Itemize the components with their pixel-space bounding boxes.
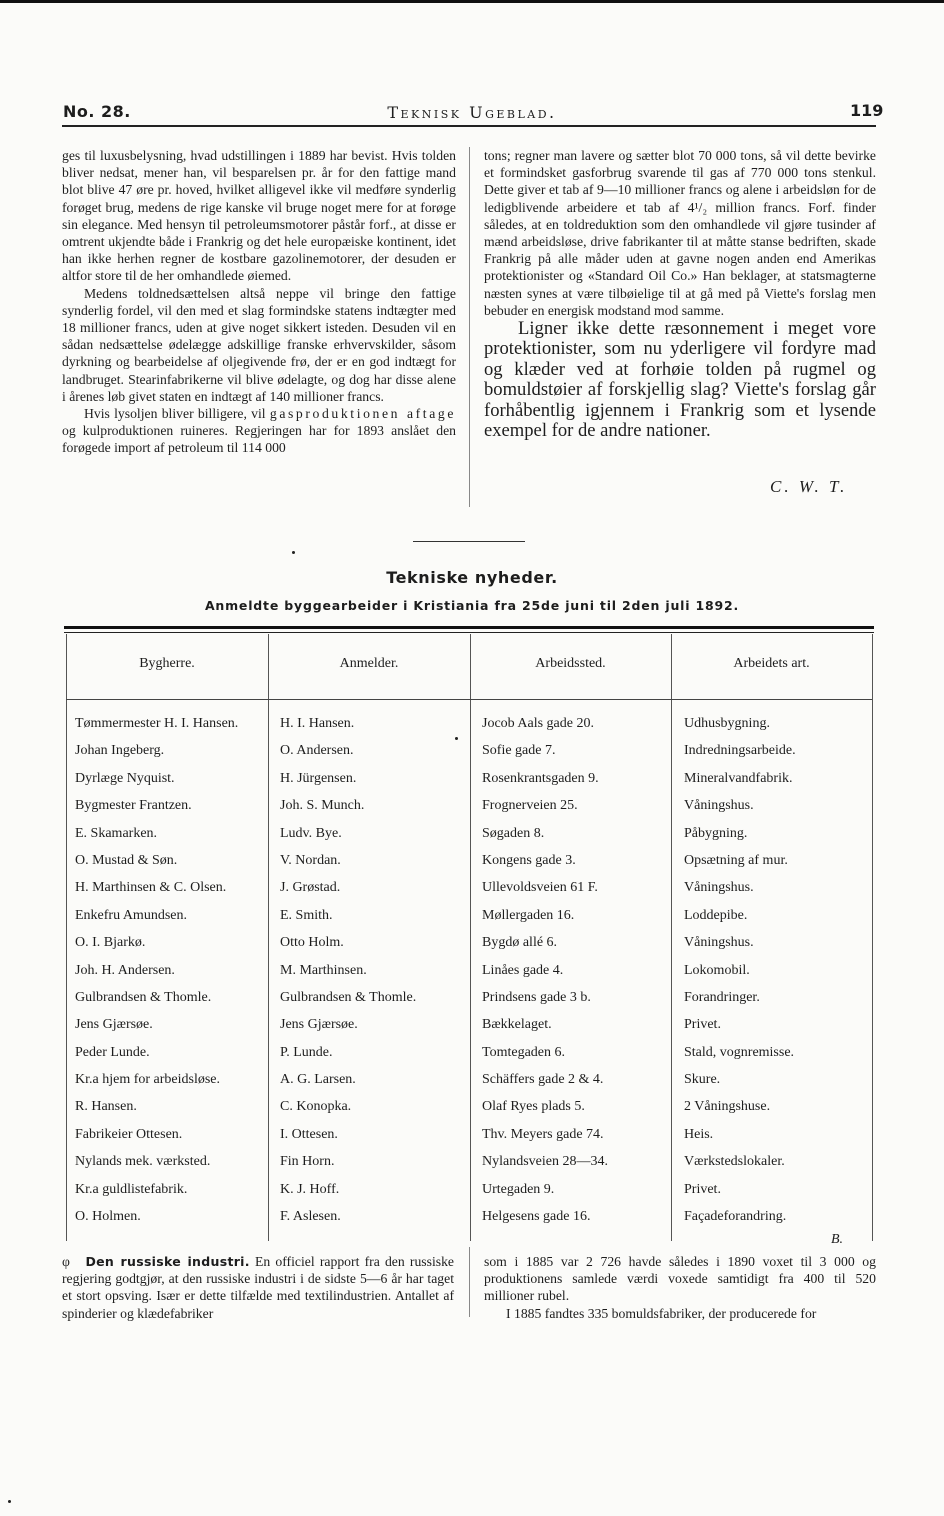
cell-anmelder: Ludv. Bye.: [280, 825, 342, 841]
russian-left-column: [62, 1253, 454, 1322]
table-row: [0, 1045, 944, 1072]
table-row: [0, 963, 944, 990]
table-row: [0, 853, 944, 880]
table-row: [0, 935, 944, 962]
cell-arbeidets-art: Værkstedslokaler.: [684, 1154, 785, 1170]
column-header-arbeidets-art: Arbeidets art.: [733, 656, 810, 671]
table-row: [0, 880, 944, 907]
cell-bygherre: Bygmester Frantzen.: [75, 798, 192, 814]
cell-arbeidets-art: Forandringer.: [684, 989, 760, 1005]
cell-bygherre: O. I. Bjarkø.: [75, 935, 146, 951]
article-heading: Den russiske industri.: [85, 1254, 250, 1269]
cell-arbeidssted: Jocob Aals gade 20.: [482, 716, 594, 731]
cell-arbeidssted: Bygdø allé 6.: [482, 935, 558, 951]
cell-arbeidets-art: Opsætning af mur.: [684, 852, 788, 868]
table-top-rule-thin: [64, 632, 874, 633]
table-row: [0, 1182, 944, 1209]
cell-anmelder: F. Aslesen.: [280, 1209, 341, 1225]
cell-arbeidets-art: Våningshus.: [684, 880, 754, 896]
article-paragraph: Medens toldnedsættelsen altså neppe vil bringe den fattige synderlig fordel, vil den med et slag formindske statens indtægter med 18 millioner francs, uden at give noget sikkert isteden. Desuden vil en sådan nedsættelse ødelægge adskillige franske erhvervskilder, såsom dyrkning og bearbeidelse af oljegivende frø, der er en god indtægt for landbruget. Stearinfabrikerne vil blive ødelagte, og dog har disse alene i årenes løb givet staten en indtægt af 140 millioner francs.: [62, 285, 456, 404]
table-row: [0, 826, 944, 853]
column-separator: [469, 147, 470, 507]
cell-arbeidets-art: Våningshus.: [684, 798, 754, 814]
article-paragraph: tons; regner man lavere og sætter blot 70 000 tons, så vil dette bevirke et formindsket gasforbrug svarende til gas af 770 000 tons stenkul. Dette giver et tab af 9—10 millioner francs og alene i arbeidsløn for de ledigblivende arbeidere et tab af 4¹/₂ million francs. Forf. finder således, at en toldreduktion som den omhandlede vil gjøre tusinder af mænd arbeidsløse, drive fabrikanter til at måtte stanse bedriften, skade Frankrig på alle måder uden at gavne nogen anden end Amerikas protektionister og «Standard Oil Co.» Han beklager, at statsmagterne næsten synes at være tilbøielige til at gå med på Viette's forslag men bebuder en energisk modstand mod samme.: [484, 148, 876, 318]
cell-bygherre: H. Marthinsen & C. Olsen.: [75, 880, 227, 896]
issue-number: No. 28.: [63, 102, 131, 121]
cell-arbeidssted: Tomtegaden 6.: [482, 1044, 565, 1060]
print-speck: [292, 551, 295, 554]
header-rule: [62, 125, 876, 127]
cell-bygherre: Fabrikeier Ottesen.: [75, 1126, 183, 1142]
cell-arbeidets-art: Heis.: [684, 1126, 714, 1142]
cell-anmelder: Otto Holm.: [280, 935, 344, 951]
cell-anmelder: A. G. Larsen.: [280, 1072, 356, 1088]
cell-bygherre: Nylands mek. værksted.: [75, 1154, 211, 1170]
table-row: [0, 990, 944, 1017]
page-number: 119: [850, 101, 884, 120]
cell-anmelder: H. Jürgensen.: [280, 770, 357, 786]
cell-bygherre: Kr.a hjem for arbeidsløse.: [75, 1072, 221, 1088]
cell-anmelder: M. Marthinsen.: [280, 962, 367, 978]
article-paragraph: [62, 1253, 454, 1322]
cell-anmelder: K. J. Hoff.: [280, 1181, 340, 1197]
cell-arbeidets-art: Påbygning.: [684, 825, 748, 841]
cell-arbeidets-art: Stald, vognremisse.: [684, 1044, 795, 1060]
top-edge-border: [0, 0, 944, 3]
table-row: [0, 1209, 944, 1236]
spaced-emphasis: gasproduktionen aftage: [269, 406, 456, 422]
cell-arbeidssted: Schäffers gade 2 & 4.: [482, 1072, 604, 1088]
cell-arbeidssted: Olaf Ryes plads 5.: [482, 1099, 585, 1115]
column-header-bygherre: Bygherre.: [139, 656, 195, 671]
cell-arbeidssted: Sofie gade 7.: [482, 743, 556, 759]
article-paragraph: I 1885 fandtes 335 bomuldsfabriker, der producerede for: [506, 1305, 817, 1321]
cell-arbeidssted: Søgaden 8.: [482, 825, 545, 841]
cell-arbeidssted: Bækkelaget.: [482, 1017, 552, 1033]
cell-arbeidssted: Linåes gade 4.: [482, 962, 564, 978]
cell-anmelder: V. Nordan.: [280, 852, 341, 868]
cell-bygherre: Tømmermester H. I. Hansen.: [75, 716, 239, 731]
print-speck: [455, 737, 458, 740]
article-left-column: [62, 147, 456, 457]
cell-anmelder: E. Smith.: [280, 907, 333, 923]
cell-anmelder: P. Lunde.: [280, 1044, 333, 1060]
cell-bygherre: O. Mustad & Søn.: [75, 852, 178, 868]
section-divider: [413, 541, 525, 542]
cell-anmelder: Fin Horn.: [280, 1154, 335, 1170]
cell-arbeidets-art: Mineralvandfabrik.: [684, 770, 793, 786]
paragraph-text: En officiel rapport fra den russiske regjering godtgjør, at den russiske industri i de sidste 5—6 år har taget et stort opsving. Især er dette tilfælde med textilindustrien. Antallet af spinderier og klædefabriker: [62, 1254, 455, 1321]
cell-anmelder: Joh. S. Munch.: [280, 798, 365, 814]
section-title: Tekniske nyheder.: [386, 568, 558, 587]
print-speck: [8, 1500, 11, 1503]
section-subtitle: Anmeldte byggearbeider i Kristiania fra 25de juni til 2den juli 1892.: [204, 598, 740, 613]
table-row: [0, 1154, 944, 1181]
cell-bygherre: O. Holmen.: [75, 1209, 141, 1225]
cell-arbeidssted: Frognerveien 25.: [482, 798, 578, 814]
article-paragraph: ges til luxusbelysning, hvad udstillingen i 1889 har bevist. Hvis tolden bliver nedsat, mener han, vil besparelsen pr. år for den fattige mand blot blive 47 øre pr. hoved, hvilket alligevel ikke vil medføre synderlig forøget brug, medens de rige kanske vil bruge noget mere for at forøge sin elegance. Med hensyn til petroleumsmotorer påstår forf., at disse er omtrent ukjendte både i Frankrig og det hele europæiske kontinent, idet han ikke herhen regner de kostbare gazolinemotorer, der desuden er altfor store til de her omhandlede øiemed.: [62, 148, 456, 284]
commentary-paragraph: Ligner ikke dette ræsonnement i meget vore protektionister, som nu yderligere vil fordyre mad og klæder ved at forhøie tolden på rugmel og bomuldstøier af forskjellig slag? Viette's forslag går forhåbentlig igjennem i Frankrig som et lysende exempel for de andre nationer.: [484, 318, 876, 442]
cell-bygherre: E. Skamarken.: [75, 825, 158, 841]
table-row: [0, 908, 944, 935]
cell-arbeidssted: Kongens gade 3.: [482, 852, 576, 868]
table-top-rule: [64, 626, 874, 629]
cell-arbeidets-art: Skure.: [684, 1072, 721, 1088]
table-body: [0, 716, 944, 1236]
cell-arbeidssted: Ullevoldsveien 61 F.: [482, 880, 598, 896]
cell-arbeidssted: Nylandsveien 28—34.: [482, 1154, 608, 1170]
cell-arbeidssted: Helgesens gade 16.: [482, 1209, 591, 1225]
table-row: [0, 798, 944, 825]
table-signature: B.: [831, 1232, 844, 1247]
article-paragraph: [62, 405, 456, 457]
table-row: [0, 716, 944, 743]
cell-arbeidets-art: 2 Våningshuse.: [684, 1099, 771, 1115]
cell-arbeidssted: Møllergaden 16.: [482, 907, 575, 923]
cell-bygherre: Jens Gjærsøe.: [75, 1017, 153, 1033]
section-marker: φ: [62, 1254, 70, 1269]
article-paragraph: som i 1885 var 2 726 havde således i 1890 voxet til 3 000 og produktionens samlede værdi voxede samtidigt fra 400 til 520 millioner rubel.: [484, 1254, 876, 1304]
cell-arbeidets-art: Lokomobil.: [684, 962, 750, 978]
cell-arbeidets-art: Façadeforandring.: [684, 1209, 787, 1225]
cell-bygherre: Peder Lunde.: [75, 1044, 150, 1060]
cell-anmelder: O. Andersen.: [280, 743, 354, 759]
column-header-anmelder: Anmelder.: [339, 656, 399, 671]
cell-arbeidets-art: Våningshus.: [684, 935, 754, 951]
cell-anmelder: H. I. Hansen.: [280, 716, 355, 731]
cell-bygherre: Dyrlæge Nyquist.: [75, 770, 175, 786]
cell-bygherre: Gulbrandsen & Thomle.: [75, 989, 212, 1005]
cell-arbeidets-art: Loddepibe.: [684, 907, 748, 923]
cell-arbeidets-art: Udhusbygning.: [684, 716, 770, 731]
cell-arbeidssted: Rosenkrantsgaden 9.: [482, 770, 599, 786]
cell-arbeidets-art: Indredningsarbeide.: [684, 743, 796, 759]
cell-anmelder: J. Grøstad.: [280, 880, 341, 896]
paragraph-text: Hvis lysoljen bliver billigere, vil: [84, 406, 270, 422]
cell-anmelder: Jens Gjærsøe.: [280, 1017, 358, 1033]
cell-bygherre: Johan Ingeberg.: [75, 743, 165, 759]
cell-arbeidssted: Thv. Meyers gade 74.: [482, 1126, 604, 1142]
cell-arbeidssted: Urtegaden 9.: [482, 1181, 555, 1197]
cell-bygherre: Joh. H. Andersen.: [75, 962, 175, 978]
column-header-arbeidssted: Arbeidssted.: [535, 656, 606, 671]
journal-title: Teknisk Ugeblad.: [387, 103, 557, 122]
cell-arbeidssted: Prindsens gade 3 b.: [482, 989, 591, 1005]
table-header-rule: [66, 699, 872, 700]
column-separator: [469, 1247, 470, 1317]
cell-arbeidets-art: Privet.: [684, 1017, 721, 1033]
cell-anmelder: C. Konopka.: [280, 1099, 352, 1115]
russian-right-column: [484, 1253, 876, 1322]
table-row: [0, 1127, 944, 1154]
table-row: [0, 1099, 944, 1126]
table-row: [0, 1072, 944, 1099]
cell-anmelder: Gulbrandsen & Thomle.: [280, 989, 417, 1005]
cell-bygherre: Enkefru Amundsen.: [75, 907, 187, 923]
table-row: [0, 1017, 944, 1044]
cell-arbeidets-art: Privet.: [684, 1181, 721, 1197]
table-row: [0, 771, 944, 798]
cell-bygherre: R. Hansen.: [75, 1099, 137, 1115]
table-row: [0, 743, 944, 770]
cell-anmelder: I. Ottesen.: [280, 1126, 338, 1142]
cell-bygherre: Kr.a guldlistefabrik.: [75, 1181, 188, 1197]
paragraph-text: og kulproduktionen ruineres. Regjeringen har for 1893 anslået den forøgede import af petroleum til 114 000: [62, 423, 456, 456]
article-signature: C. W. T.: [770, 477, 848, 496]
article-right-column: [484, 147, 876, 441]
